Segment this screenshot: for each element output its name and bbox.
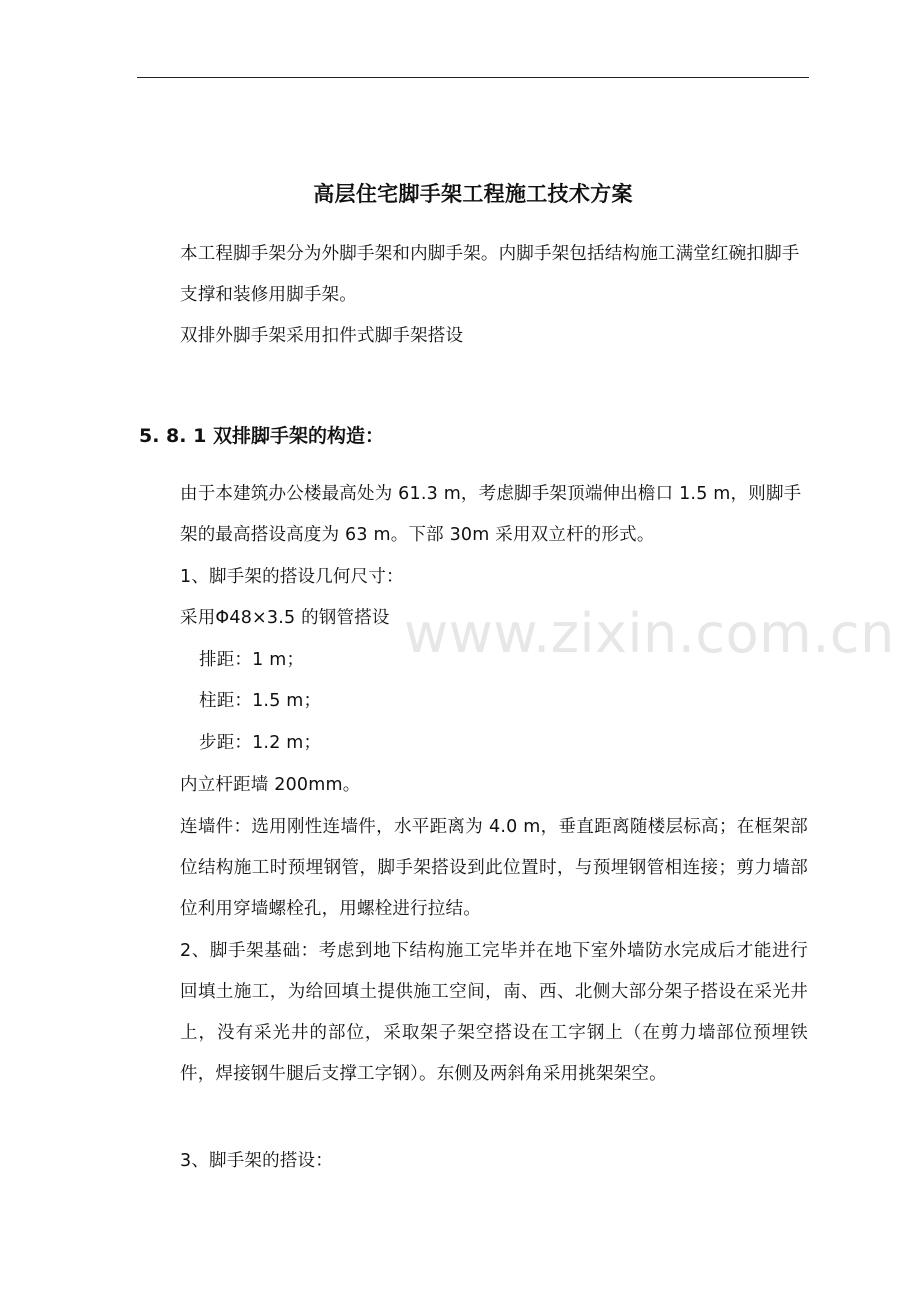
wall-tie-paragraph: 连墙件：选用刚性连墙件，水平距离为 4.0 m，垂直距离随楼层标高；在框架部位结构施工时预埋钢管，脚手架搭设到此位置时，与预埋钢管相连接；剪力墙部位利用穿墙螺栓孔，用螺栓进行拉结。 <box>180 817 808 919</box>
item-3-heading: 3、脚手架的搭设： <box>180 1151 333 1171</box>
row-spacing: 排距：1 m； <box>199 650 305 670</box>
watermark: www.zixin.com.cn <box>404 602 895 665</box>
intro-paragraph: 本工程脚手架分为外脚手架和内脚手架。内脚手架包括结构施工满堂红碗扣脚手支撑和装修用脚手架。 <box>180 244 800 305</box>
inner-pole-distance: 内立杆距墙 200mm。 <box>180 775 361 795</box>
intro-paragraph-2: 双排外脚手架采用扣件式脚手架搭设 <box>180 326 464 346</box>
height-paragraph: 由于本建筑办公楼最高处为 61.3 m，考虑脚手架顶端伸出檐口 1.5 m，则脚手架的最高搭设高度为 63 m。下部 30m 采用双立杆的形式。 <box>180 484 802 545</box>
pipe-spec: 采用Φ48×3.5 的钢管搭设 <box>180 608 390 628</box>
column-spacing: 柱距：1.5 m； <box>199 691 322 711</box>
section-heading: 5. 8. 1 双排脚手架的构造： <box>139 425 384 447</box>
step-spacing: 步距：1.2 m； <box>199 733 322 753</box>
document-title: 高层住宅脚手架工程施工技术方案 <box>313 182 633 206</box>
header-rule <box>137 77 809 78</box>
item-1-heading: 1、脚手架的搭设几何尺寸： <box>180 567 404 587</box>
foundation-paragraph: 2、脚手架基础：考虑到地下结构施工完毕并在地下室外墙防水完成后才能进行回填土施工，为给回填土提供施工空间，南、西、北侧大部分架子搭设在采光井上，没有采光井的部位，采取架子架空搭设在工字钢上（在剪力墙部位预埋铁件，焊接钢牛腿后支撑工字钢）。东侧及两斜角采用挑架架空。 <box>180 941 808 1084</box>
